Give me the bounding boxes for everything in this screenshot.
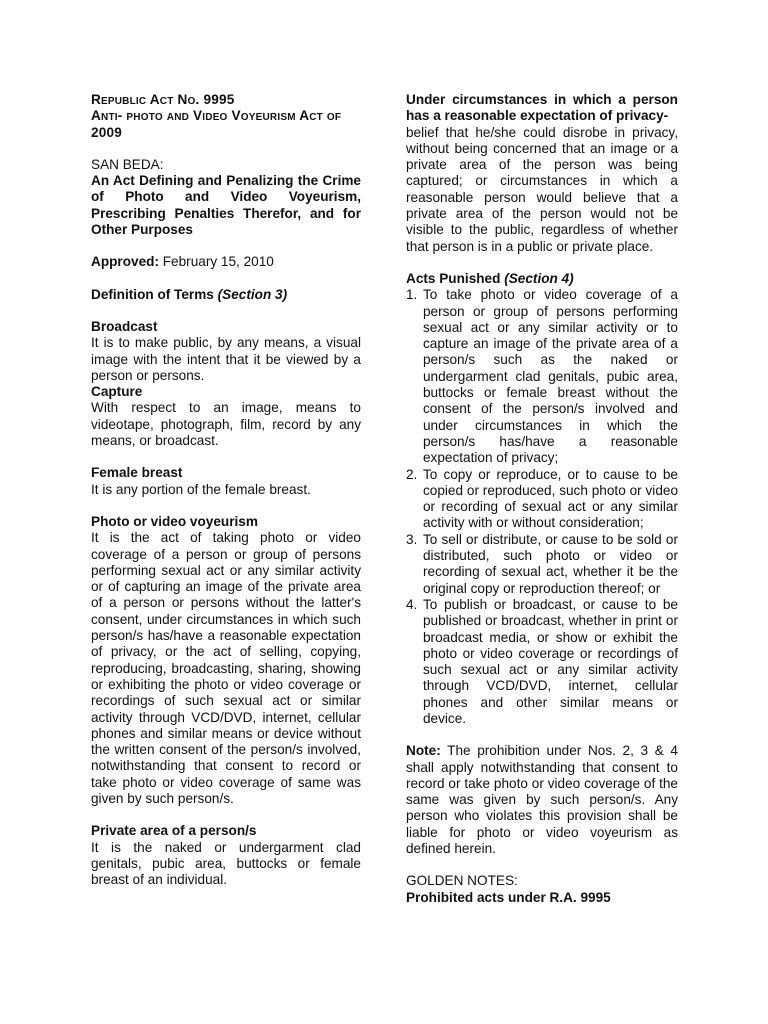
approved-label: Approved:: [91, 254, 159, 270]
term-broadcast: Broadcast: [91, 318, 158, 334]
golden-notes-label: GOLDEN NOTES:: [406, 873, 518, 889]
list-item-number: 1.: [406, 287, 418, 303]
approved-date: February 15, 2010: [162, 254, 274, 270]
list-item: [406, 532, 678, 597]
def-voyeurism: It is the act of taking photo or video coverage of a person or group of persons performing sexual act or any similar activity or of capturing an image of the private area of a person or persons without the latter's consent, under circumstances in which such person/s has/have a reasonable expectation of privacy, or the act of selling, copying, reproducing, broadcasting, sharing, showing or exhibiting the photo or video coverage or recordings of such sexual act or similar activity through VCD/DVD, internet, cellular phones and similar means or device without the written consent of the person/s involved, notwithstanding that consent to record or take photo or video coverage of same was given by such person/s.: [91, 530, 361, 806]
golden-notes-heading: Prohibited acts under R.A. 9995: [406, 889, 611, 905]
long-title: An Act Defining and Penalizing the Crime of Photo and Video Voyeurism, Prescribing Penalties Therefor, and for Other Purposes: [91, 173, 361, 238]
note-text: The prohibition under Nos. 2, 3 & 4 shall apply notwithstanding that consent to record or take photo or video coverage of the same was given by such person/s. Any person who violates this provision shall be liable for photo or video voyeurism as defined herein.: [406, 743, 678, 857]
source-label: SAN BEDA:: [91, 156, 164, 172]
definition-section: (Section 3): [217, 286, 288, 302]
note-paragraph: [406, 743, 678, 857]
list-item-text: To sell or distribute, or cause to be sold or distributed, such photo or video or recording of sexual act, whether it be the original copy or reproduction thereof; or: [423, 531, 678, 596]
list-item: [406, 287, 678, 466]
left-column: [91, 92, 361, 888]
list-item-number: 4.: [406, 596, 418, 612]
act-title: Republic Act No. 9995: [91, 92, 235, 107]
list-item-text: To copy or reproduce, or to cause to be copied or reproduced, such photo or video or recording of sexual act or any similar activity with or without consideration;: [423, 466, 678, 531]
list-item-text: To publish or broadcast, or cause to be published or broadcast, whether in print or broadcast media, or show or exhibit the photo or video coverage or recordings of such sexual act or any similar activity through VCD/DVD, internet, cellular phones and other similar means or device.: [423, 596, 678, 726]
note-label: Note:: [406, 743, 441, 759]
acts-section: (Section 4): [504, 270, 574, 286]
right-column: [406, 92, 678, 906]
act-name: Anti- photo and Video Voyeurism Act of 2009: [91, 108, 342, 140]
acts-list: [406, 287, 678, 727]
privacy-heading: Under circumstances in which a person has a reasonable expectation of privacy-: [406, 92, 678, 124]
acts-heading-line: [406, 271, 678, 287]
definition-heading-line: [91, 287, 361, 303]
def-female-breast: It is any portion of the female breast.: [91, 481, 311, 497]
definition-heading: Definition of Terms: [91, 286, 214, 302]
privacy-def: belief that he/she could disrobe in privacy, without being concerned that an image or a private area of the person was being captured; or circumstances in which a reasonable person would believe that a private area of the person would not be visible to the public, regardless of whether that person is in a public or private place.: [406, 124, 678, 254]
list-item-text: To take photo or video coverage of a person or group of persons performing sexual act or any similar activity or to capture an image of the private area of a person/s such as the naked or undergarment clad genitals, pubic area, buttocks or female breast without the consent of the person/s involved and under circumstances in which the person/s has/have a reasonable expectation of privacy;: [423, 287, 678, 466]
def-private-area: It is the naked or undergarment clad genitals, pubic area, buttocks or female breast of an individual.: [91, 839, 361, 888]
approved-line: [91, 254, 361, 270]
term-private-area: Private area of a person/s: [91, 823, 257, 839]
list-item-number: 3.: [406, 531, 418, 547]
def-capture: With respect to an image, means to videotape, photograph, film, record by any means, or broadcast.: [91, 400, 361, 449]
list-item: [406, 597, 678, 727]
term-capture: Capture: [91, 384, 143, 400]
term-female-breast: Female breast: [91, 465, 183, 481]
acts-heading: Acts Punished: [406, 270, 501, 286]
list-item: [406, 467, 678, 532]
term-voyeurism: Photo or video voyeurism: [91, 513, 258, 529]
def-broadcast: It is to make public, by any means, a visual image with the intent that it be viewed by a person or persons.: [91, 335, 361, 383]
list-item-number: 2.: [406, 466, 418, 482]
